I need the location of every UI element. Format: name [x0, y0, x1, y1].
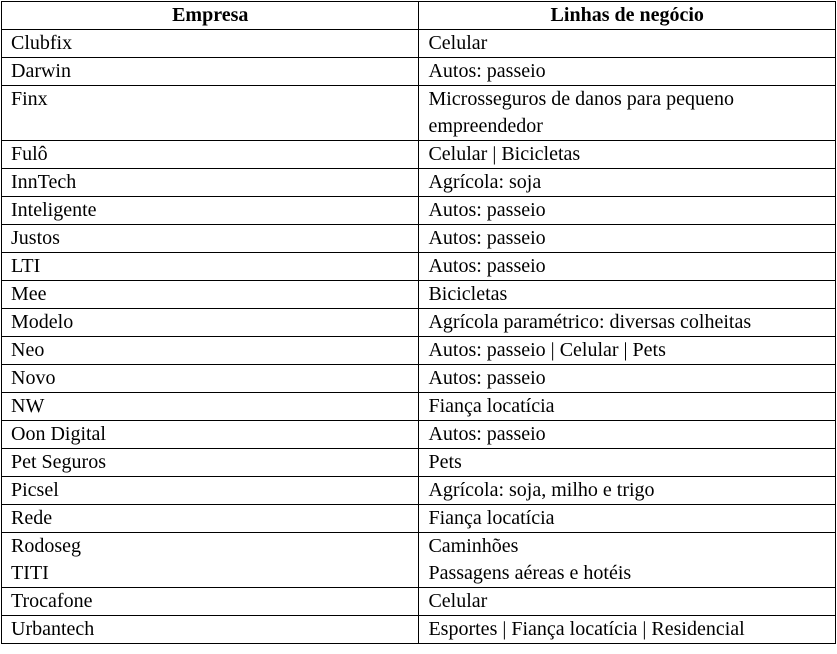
empresa-name: Finx	[11, 88, 48, 110]
empresa-name: Oon Digital	[11, 423, 106, 445]
empresa-cell	[2, 421, 419, 449]
linhas-cell	[419, 393, 836, 421]
linhas-cell	[419, 588, 836, 616]
empresa-name: Pet Seguros	[11, 451, 106, 473]
empresa-cell	[2, 225, 419, 253]
linhas-cell	[419, 30, 836, 58]
empresa-name: InnTech	[11, 171, 77, 193]
linha-negocio: Autos: passeio	[428, 60, 546, 82]
linha-negocio: Celular	[428, 590, 488, 612]
empresa-name: Picsel	[11, 479, 59, 501]
empresa-cell	[2, 393, 419, 421]
empresa-cell	[2, 253, 419, 281]
table-row	[2, 86, 836, 141]
table-row	[2, 58, 836, 86]
table-row	[2, 169, 836, 197]
linha-negocio: Pets	[428, 451, 462, 473]
linha-negocio: Celular | Bicicletas	[428, 143, 581, 165]
empresa-name: Darwin	[11, 60, 71, 82]
empresa-cell	[2, 197, 419, 225]
linha-negocio: Fiança locatícia	[428, 507, 555, 529]
header-row	[2, 2, 836, 30]
empresa-cell	[2, 365, 419, 393]
table-row	[2, 477, 836, 505]
empresa-name: Clubfix	[11, 32, 73, 54]
empresa-cell	[2, 86, 419, 141]
table-row	[2, 197, 836, 225]
linha-negocio: Fiança locatícia	[428, 395, 555, 417]
header-empresa: Empresa	[2, 2, 419, 30]
empresa-cell	[2, 449, 419, 477]
empresa-name: Urbantech	[11, 618, 95, 640]
table-row	[2, 421, 836, 449]
linhas-cell	[419, 365, 836, 393]
empresa-name: Justos	[11, 227, 60, 249]
table-row	[2, 141, 836, 169]
table-row	[2, 30, 836, 58]
table-row	[2, 505, 836, 533]
empresa-cell	[2, 30, 419, 58]
linha-negocio: Passagens aéreas e hotéis	[428, 562, 632, 584]
empresa-name: Modelo	[11, 311, 74, 333]
linhas-cell	[419, 225, 836, 253]
table-row	[2, 337, 836, 365]
linhas-cell	[419, 141, 836, 169]
linha-negocio: Caminhões	[428, 535, 519, 557]
empresa-name: TITI	[11, 562, 49, 584]
linhas-cell	[419, 449, 836, 477]
linhas-cell	[419, 616, 836, 644]
table-row	[2, 449, 836, 477]
empresa-name: Neo	[11, 339, 45, 361]
linha-negocio: Agrícola: soja, milho e trigo	[428, 479, 655, 501]
linhas-cell	[419, 86, 836, 141]
table-body	[2, 30, 836, 644]
table-row	[2, 309, 836, 337]
linha-negocio: Agrícola paramétrico: diversas colheitas	[428, 311, 752, 333]
empresa-cell	[2, 616, 419, 644]
empresa-cell	[2, 169, 419, 197]
companies-table	[1, 1, 836, 644]
empresa-cell	[2, 588, 419, 616]
header-linhas: Linhas de negócio	[419, 2, 836, 30]
empresa-cell	[2, 309, 419, 337]
linha-negocio: Celular	[428, 32, 488, 54]
table-row	[2, 365, 836, 393]
linha-negocio: Autos: passeio | Celular | Pets	[428, 339, 666, 361]
linhas-cell	[419, 197, 836, 225]
linha-negocio: Autos: passeio	[428, 367, 546, 389]
linha-negocio: Microsseguros de danos para pequeno	[428, 88, 734, 110]
table-row	[2, 616, 836, 644]
empresa-cell	[2, 337, 419, 365]
linhas-cell	[419, 337, 836, 365]
empresa-name: Mee	[11, 283, 47, 305]
empresa-cell	[2, 505, 419, 533]
linha-negocio: Esportes | Fiança locatícia | Residencial	[428, 618, 745, 640]
empresa-name: Novo	[11, 367, 56, 389]
empresa-name: Fulô	[11, 143, 48, 165]
linha-negocio: Autos: passeio	[428, 255, 546, 277]
empresa-name: Trocafone	[11, 590, 93, 612]
linha-negocio: Autos: passeio	[428, 227, 546, 249]
linhas-cell	[419, 421, 836, 449]
empresa-name: Rede	[11, 507, 53, 529]
linhas-cell	[419, 505, 836, 533]
linha-negocio: Agrícola: soja	[428, 171, 542, 193]
empresa-name: NW	[11, 395, 45, 417]
linhas-cell	[419, 477, 836, 505]
empresa-cell	[2, 477, 419, 505]
empresa-cell	[2, 533, 419, 588]
linha-negocio: empreendedor	[428, 115, 543, 137]
empresa-cell	[2, 141, 419, 169]
linha-negocio: Autos: passeio	[428, 199, 546, 221]
linhas-cell	[419, 281, 836, 309]
linhas-cell	[419, 58, 836, 86]
linhas-cell	[419, 169, 836, 197]
empresa-name: LTI	[11, 255, 41, 277]
table-row	[2, 281, 836, 309]
table-row	[2, 533, 836, 588]
linhas-cell	[419, 309, 836, 337]
table-row	[2, 225, 836, 253]
empresa-cell	[2, 58, 419, 86]
table-row	[2, 588, 836, 616]
empresa-cell	[2, 281, 419, 309]
table-row	[2, 253, 836, 281]
linha-negocio: Bicicletas	[428, 283, 508, 305]
linhas-cell	[419, 533, 836, 588]
table-row	[2, 393, 836, 421]
linhas-cell	[419, 253, 836, 281]
linha-negocio: Autos: passeio	[428, 423, 546, 445]
empresa-name: Rodoseg	[11, 535, 81, 557]
empresa-name: Inteligente	[11, 199, 97, 221]
